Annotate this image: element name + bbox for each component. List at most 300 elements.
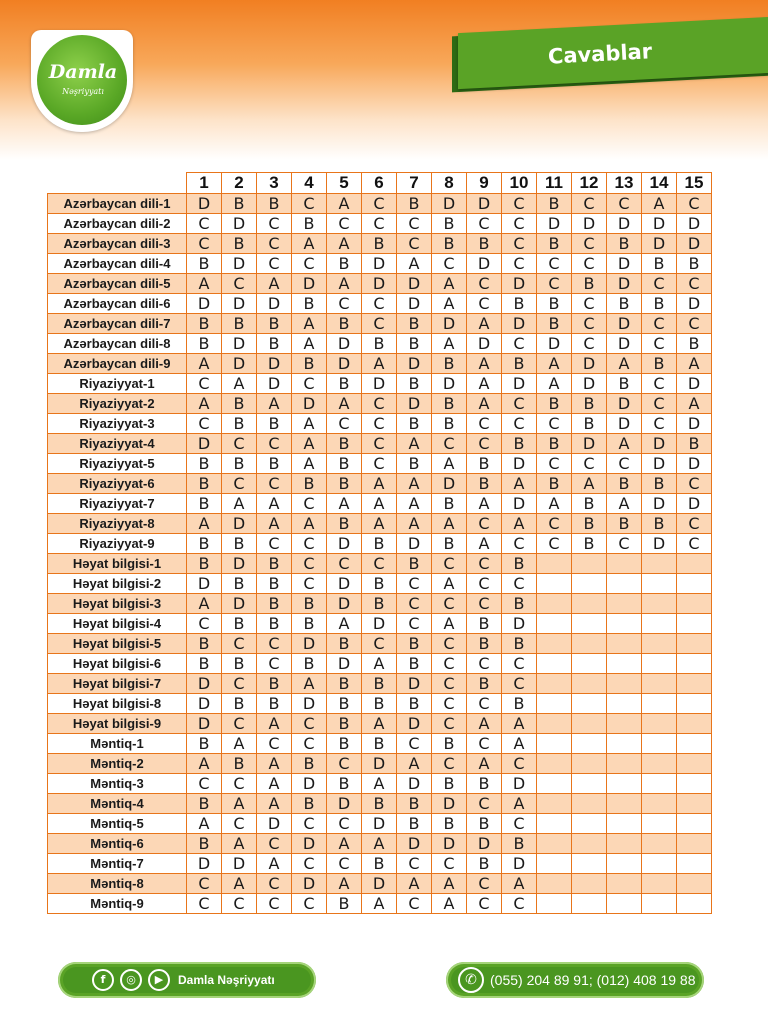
answer-cell: B (362, 234, 397, 254)
answer-cell: D (292, 634, 327, 654)
answer-cell: A (257, 754, 292, 774)
answer-cell (537, 734, 572, 754)
answer-cell: B (607, 374, 642, 394)
table-row (48, 274, 712, 294)
answer-cell: D (642, 494, 677, 514)
answer-cell: A (327, 274, 362, 294)
answer-cell: B (432, 494, 467, 514)
answer-cell: D (222, 554, 257, 574)
row-label: Həyat bilgisi-3 (48, 594, 187, 614)
answer-cell: D (362, 274, 397, 294)
page-title: Cavablar (547, 39, 653, 69)
answer-cell: B (572, 274, 607, 294)
answer-cell: A (502, 714, 537, 734)
footer-brand: Damla Nəşriyyatı (178, 973, 275, 987)
answer-cell: C (292, 714, 327, 734)
answer-cell: A (327, 834, 362, 854)
answer-cell: B (327, 314, 362, 334)
answer-cell: A (222, 874, 257, 894)
answer-cell: D (607, 394, 642, 414)
column-header-10: 10 (502, 173, 537, 194)
answer-cell (607, 554, 642, 574)
answer-cell: D (677, 494, 712, 514)
answer-cell (642, 714, 677, 734)
answer-cell: D (222, 294, 257, 314)
answer-cell (607, 634, 642, 654)
table-row (48, 354, 712, 374)
answer-cell: B (502, 594, 537, 614)
row-label: Riyaziyyat-7 (48, 494, 187, 514)
answer-cell: C (607, 534, 642, 554)
answer-cell (607, 654, 642, 674)
answer-cell: C (607, 454, 642, 474)
answer-cell: C (292, 494, 327, 514)
answer-cell: D (362, 374, 397, 394)
answer-cell (677, 654, 712, 674)
answer-cell (572, 754, 607, 774)
answer-cell: C (292, 194, 327, 214)
answer-cell: A (607, 434, 642, 454)
answer-cell: A (257, 514, 292, 534)
answer-cell: B (397, 334, 432, 354)
table-row (48, 434, 712, 454)
row-label: Azərbaycan dili-7 (48, 314, 187, 334)
answer-cell (677, 594, 712, 614)
answer-cell: C (292, 854, 327, 874)
answer-cell: B (257, 334, 292, 354)
answer-cell: B (572, 514, 607, 534)
answer-cell (642, 874, 677, 894)
answer-cell: A (397, 514, 432, 534)
answer-cell: A (292, 454, 327, 474)
answer-cell: D (432, 794, 467, 814)
answer-cell: A (432, 574, 467, 594)
answer-cell: A (432, 894, 467, 914)
answer-cell: B (222, 574, 257, 594)
row-label: Məntiq-7 (48, 854, 187, 874)
answer-cell: B (257, 414, 292, 434)
answer-cell: B (502, 634, 537, 654)
column-header-row (48, 173, 712, 194)
answer-cell: D (257, 374, 292, 394)
answer-cell: D (292, 394, 327, 414)
column-header-4: 4 (292, 173, 327, 194)
answer-cell: B (292, 214, 327, 234)
answer-cell (642, 694, 677, 714)
instagram-icon[interactable]: ◎ (120, 969, 142, 991)
answer-cell: B (432, 534, 467, 554)
row-label: Məntiq-1 (48, 734, 187, 754)
answer-cell (572, 714, 607, 734)
row-label: Riyaziyyat-1 (48, 374, 187, 394)
row-label: Məntiq-3 (48, 774, 187, 794)
answer-cell: C (432, 254, 467, 274)
table-row (48, 454, 712, 474)
answer-cell: C (257, 234, 292, 254)
answer-cell: C (572, 194, 607, 214)
answer-cell: B (327, 894, 362, 914)
answer-cell: B (607, 294, 642, 314)
answer-table-body (48, 194, 712, 914)
table-row (48, 514, 712, 534)
answer-cell: D (467, 254, 502, 274)
answer-cell: C (257, 434, 292, 454)
answer-cell: A (292, 334, 327, 354)
answer-cell: B (432, 734, 467, 754)
answer-cell (572, 574, 607, 594)
answer-cell (537, 614, 572, 634)
answer-cell (642, 794, 677, 814)
answer-cell: B (292, 474, 327, 494)
answer-cell: D (362, 754, 397, 774)
answer-cell: A (187, 754, 222, 774)
answer-cell: C (677, 514, 712, 534)
answer-cell: B (502, 354, 537, 374)
answer-cell: C (292, 894, 327, 914)
answer-cell: B (327, 474, 362, 494)
answer-cell: B (502, 294, 537, 314)
answer-cell: A (432, 294, 467, 314)
answer-cell: D (362, 254, 397, 274)
answer-cell: D (677, 234, 712, 254)
answer-cell: A (187, 814, 222, 834)
answer-cell: B (432, 394, 467, 414)
table-row (48, 594, 712, 614)
answer-cell (537, 894, 572, 914)
answer-cell (572, 674, 607, 694)
answer-cell: C (432, 754, 467, 774)
answer-cell: A (467, 534, 502, 554)
answer-cell: B (187, 554, 222, 574)
column-header-13: 13 (607, 173, 642, 194)
answer-cell: D (397, 394, 432, 414)
answer-cell: A (467, 494, 502, 514)
answer-cell (572, 694, 607, 714)
answer-cell: C (257, 534, 292, 554)
column-header-12: 12 (572, 173, 607, 194)
answer-cell: D (607, 314, 642, 334)
phone-icon: ✆ (458, 967, 484, 993)
row-label: Azərbaycan dili-2 (48, 214, 187, 234)
answer-cell: B (292, 794, 327, 814)
row-label: Riyaziyyat-3 (48, 414, 187, 434)
answer-cell (572, 834, 607, 854)
answer-cell: C (257, 654, 292, 674)
table-row (48, 334, 712, 354)
answer-cell: D (397, 534, 432, 554)
answer-cell: A (187, 514, 222, 534)
answer-cell: C (502, 654, 537, 674)
answer-cell (572, 554, 607, 574)
youtube-icon[interactable]: ▶ (148, 969, 170, 991)
answer-cell: C (292, 254, 327, 274)
answer-cell: C (187, 374, 222, 394)
answer-cell: D (642, 434, 677, 454)
answer-cell: C (502, 574, 537, 594)
answer-cell: C (572, 294, 607, 314)
answer-cell: A (222, 734, 257, 754)
table-row (48, 694, 712, 714)
answer-cell: C (467, 894, 502, 914)
answer-cell: B (467, 234, 502, 254)
answer-cell (607, 834, 642, 854)
answer-cell: A (327, 194, 362, 214)
column-header-8: 8 (432, 173, 467, 194)
answer-cell: A (642, 194, 677, 214)
answer-cell: B (467, 854, 502, 874)
answer-cell: D (432, 834, 467, 854)
answer-cell: D (677, 214, 712, 234)
row-label: Riyaziyyat-4 (48, 434, 187, 454)
answer-cell: C (537, 414, 572, 434)
answer-cell: B (432, 234, 467, 254)
header-corner (48, 173, 187, 194)
answer-cell: C (467, 514, 502, 534)
answer-cell: C (467, 214, 502, 234)
answer-cell: B (292, 294, 327, 314)
answer-cell (537, 654, 572, 674)
answer-cell (642, 754, 677, 774)
answer-cell: B (257, 614, 292, 634)
answer-cell: C (222, 434, 257, 454)
answer-cell: B (397, 194, 432, 214)
answer-cell: B (187, 254, 222, 274)
answer-cell: C (292, 554, 327, 574)
answer-cell (607, 894, 642, 914)
answer-cell: A (257, 714, 292, 734)
answer-cell: D (677, 374, 712, 394)
answer-cell: C (187, 874, 222, 894)
answer-cell: C (572, 254, 607, 274)
answer-cell: C (397, 234, 432, 254)
answer-cell: B (222, 234, 257, 254)
answer-cell: D (432, 194, 467, 214)
answer-cell: B (222, 654, 257, 674)
answer-cell: B (362, 334, 397, 354)
answer-cell: C (362, 394, 397, 414)
answer-cell: B (362, 674, 397, 694)
answer-cell: C (327, 854, 362, 874)
column-header-9: 9 (467, 173, 502, 194)
answer-cell: A (432, 614, 467, 634)
answer-cell (572, 654, 607, 674)
answer-cell: D (362, 614, 397, 634)
answer-cell (677, 854, 712, 874)
answer-cell (537, 694, 572, 714)
publisher-logo (31, 30, 133, 132)
answer-cell (537, 874, 572, 894)
answer-cell: B (222, 694, 257, 714)
answer-cell: C (642, 274, 677, 294)
answer-cell: D (187, 714, 222, 734)
answer-cell (642, 854, 677, 874)
answer-cell: B (187, 474, 222, 494)
answer-cell: C (257, 834, 292, 854)
answer-cell: A (187, 394, 222, 414)
answer-cell (677, 674, 712, 694)
answer-cell: C (502, 254, 537, 274)
answer-cell (642, 554, 677, 574)
answer-cell (572, 874, 607, 894)
answer-cell (677, 814, 712, 834)
answer-cell: C (362, 214, 397, 234)
answer-cell: C (222, 774, 257, 794)
answer-cell: D (397, 714, 432, 734)
answer-cell: C (502, 234, 537, 254)
answer-cell (537, 834, 572, 854)
answer-cell: B (292, 594, 327, 614)
table-row (48, 394, 712, 414)
answer-cell: B (362, 854, 397, 874)
answer-cell: B (642, 254, 677, 274)
answer-cell: C (187, 414, 222, 434)
table-row (48, 474, 712, 494)
answer-cell: B (677, 254, 712, 274)
answer-cell: D (502, 314, 537, 334)
table-row (48, 714, 712, 734)
answer-cell (572, 774, 607, 794)
answer-cell: C (187, 614, 222, 634)
answer-cell: C (677, 194, 712, 214)
answer-cell: B (222, 394, 257, 414)
answer-cell: B (222, 534, 257, 554)
answer-cell: B (572, 534, 607, 554)
answer-cell: C (432, 594, 467, 614)
answer-cell: B (537, 314, 572, 334)
answer-cell: D (187, 294, 222, 314)
answer-cell: A (222, 834, 257, 854)
answer-cell: B (607, 234, 642, 254)
answer-cell: A (677, 394, 712, 414)
answer-cell: D (327, 794, 362, 814)
answer-cell: C (292, 814, 327, 834)
answer-cell (572, 594, 607, 614)
table-row (48, 754, 712, 774)
answer-cell: B (187, 314, 222, 334)
answer-cell: C (397, 594, 432, 614)
answer-cell: D (362, 814, 397, 834)
table-row (48, 794, 712, 814)
answer-cell: B (362, 594, 397, 614)
answer-cell: B (607, 474, 642, 494)
answer-cell: D (642, 234, 677, 254)
answer-cell: C (502, 534, 537, 554)
answer-cell: D (572, 374, 607, 394)
answer-cell: D (502, 454, 537, 474)
answer-cell: C (537, 534, 572, 554)
answer-cell: B (397, 454, 432, 474)
answer-cell (677, 634, 712, 654)
answer-cell (607, 734, 642, 754)
answer-cell (642, 814, 677, 834)
answer-cell: B (327, 674, 362, 694)
row-label: Həyat bilgisi-5 (48, 634, 187, 654)
answer-cell: A (397, 434, 432, 454)
row-label: Həyat bilgisi-1 (48, 554, 187, 574)
answer-cell: A (362, 774, 397, 794)
answer-cell: B (467, 774, 502, 794)
answer-cell: A (257, 774, 292, 794)
answer-cell: B (187, 334, 222, 354)
answer-cell: B (362, 694, 397, 714)
answer-cell: C (572, 334, 607, 354)
answer-cell: D (327, 354, 362, 374)
answer-cell: A (432, 334, 467, 354)
answer-cell (607, 694, 642, 714)
answer-cell: C (642, 314, 677, 334)
answer-cell: D (502, 274, 537, 294)
answer-cell: B (222, 454, 257, 474)
column-header-6: 6 (362, 173, 397, 194)
answer-cell: B (187, 454, 222, 474)
answer-cell: B (187, 494, 222, 514)
row-label: Məntiq-5 (48, 814, 187, 834)
answer-cell: B (292, 654, 327, 674)
answer-cell: B (537, 234, 572, 254)
answer-cell (677, 894, 712, 914)
answer-cell: A (222, 794, 257, 814)
answer-cell: D (397, 294, 432, 314)
answer-cell: B (292, 754, 327, 774)
answer-cell: C (502, 194, 537, 214)
answer-cell: B (397, 794, 432, 814)
answer-cell (642, 734, 677, 754)
answer-cell (607, 874, 642, 894)
answer-cell (537, 854, 572, 874)
answer-cell: B (187, 654, 222, 674)
answer-cell: C (432, 434, 467, 454)
answer-cell: A (257, 394, 292, 414)
answer-cell (677, 714, 712, 734)
answer-cell: B (327, 634, 362, 654)
answer-cell: D (257, 294, 292, 314)
answer-cell: C (467, 294, 502, 314)
answer-cell: D (397, 834, 432, 854)
answer-cell: D (397, 774, 432, 794)
answer-cell: D (362, 874, 397, 894)
answer-cell: C (362, 414, 397, 434)
table-row (48, 774, 712, 794)
answer-cell: C (467, 734, 502, 754)
answer-cell: A (607, 354, 642, 374)
answer-cell (572, 734, 607, 754)
answer-cell: C (432, 634, 467, 654)
column-header-1: 1 (187, 173, 222, 194)
answer-cell: D (607, 334, 642, 354)
answer-cell: A (327, 874, 362, 894)
answer-cell: D (677, 294, 712, 314)
answer-cell (677, 574, 712, 594)
answer-cell: B (642, 354, 677, 374)
answer-cell: A (292, 514, 327, 534)
facebook-icon[interactable]: f (92, 969, 114, 991)
answer-cell: B (257, 194, 292, 214)
answer-cell: C (327, 414, 362, 434)
answer-cell: C (502, 894, 537, 914)
answer-cell: C (432, 654, 467, 674)
answer-cell: C (292, 734, 327, 754)
answer-cell: D (292, 874, 327, 894)
table-row (48, 574, 712, 594)
row-label: Məntiq-4 (48, 794, 187, 814)
answer-cell (537, 794, 572, 814)
answer-cell: B (432, 214, 467, 234)
answer-cell (642, 894, 677, 914)
answer-cell: C (257, 874, 292, 894)
answer-cell: A (292, 234, 327, 254)
logo-badge (37, 35, 127, 125)
row-label: Azərbaycan dili-8 (48, 334, 187, 354)
